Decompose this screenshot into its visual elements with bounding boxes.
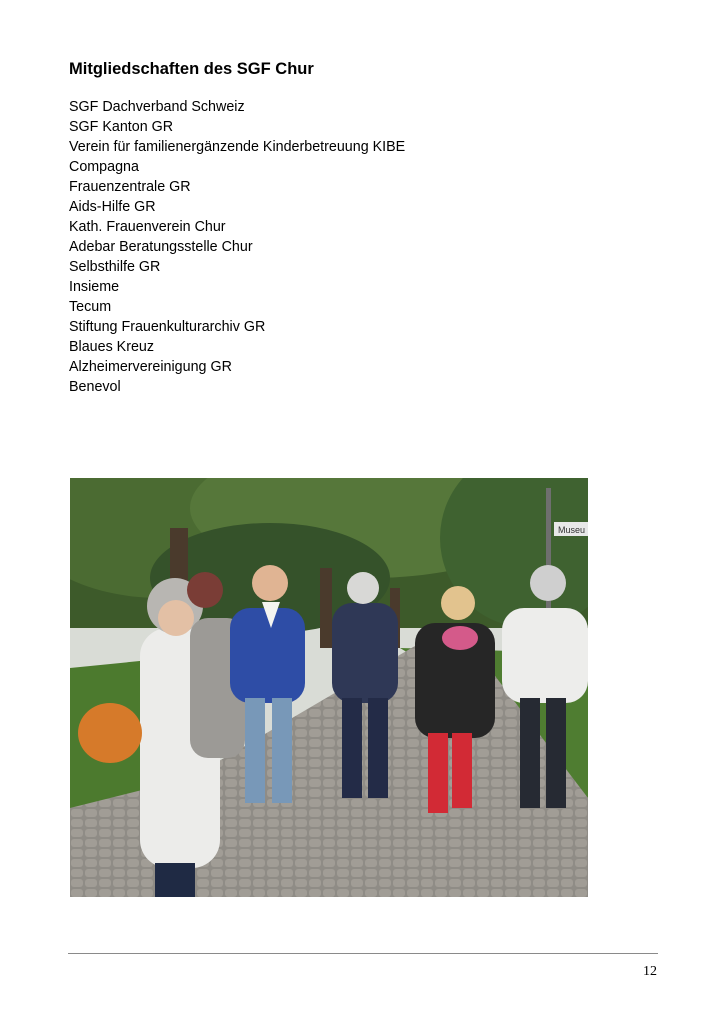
list-item: Stiftung Frauenkulturarchiv GR [69, 319, 266, 335]
list-item: Frauenzentrale GR [69, 179, 191, 195]
list-item: Adebar Beratungsstelle Chur [69, 239, 253, 255]
list-item: Aids-Hilfe GR [69, 199, 156, 215]
membership-list [69, 97, 405, 397]
list-item: Verein für familienergänzende Kinderbetreuung KIBE [69, 139, 406, 155]
list-item: SGF Kanton GR [69, 119, 174, 135]
list-item: Kath. Frauenverein Chur [69, 219, 226, 235]
page-number: 12 [643, 964, 657, 979]
list-item: Benevol [69, 379, 121, 395]
footer-divider [68, 953, 658, 954]
museum-sign: Museu [558, 525, 586, 535]
list-item: Tecum [69, 299, 112, 315]
list-item: Alzheimervereinigung GR [69, 359, 232, 375]
list-item: Blaues Kreuz [69, 339, 155, 355]
list-item: SGF Dachverband Schweiz [69, 99, 245, 115]
list-item: Compagna [69, 159, 139, 175]
group-photo [70, 478, 588, 897]
list-item: Selbsthilfe GR [69, 259, 161, 275]
list-item: Insieme [69, 279, 120, 295]
page-title: Mitgliedschaften des SGF Chur [69, 60, 314, 78]
